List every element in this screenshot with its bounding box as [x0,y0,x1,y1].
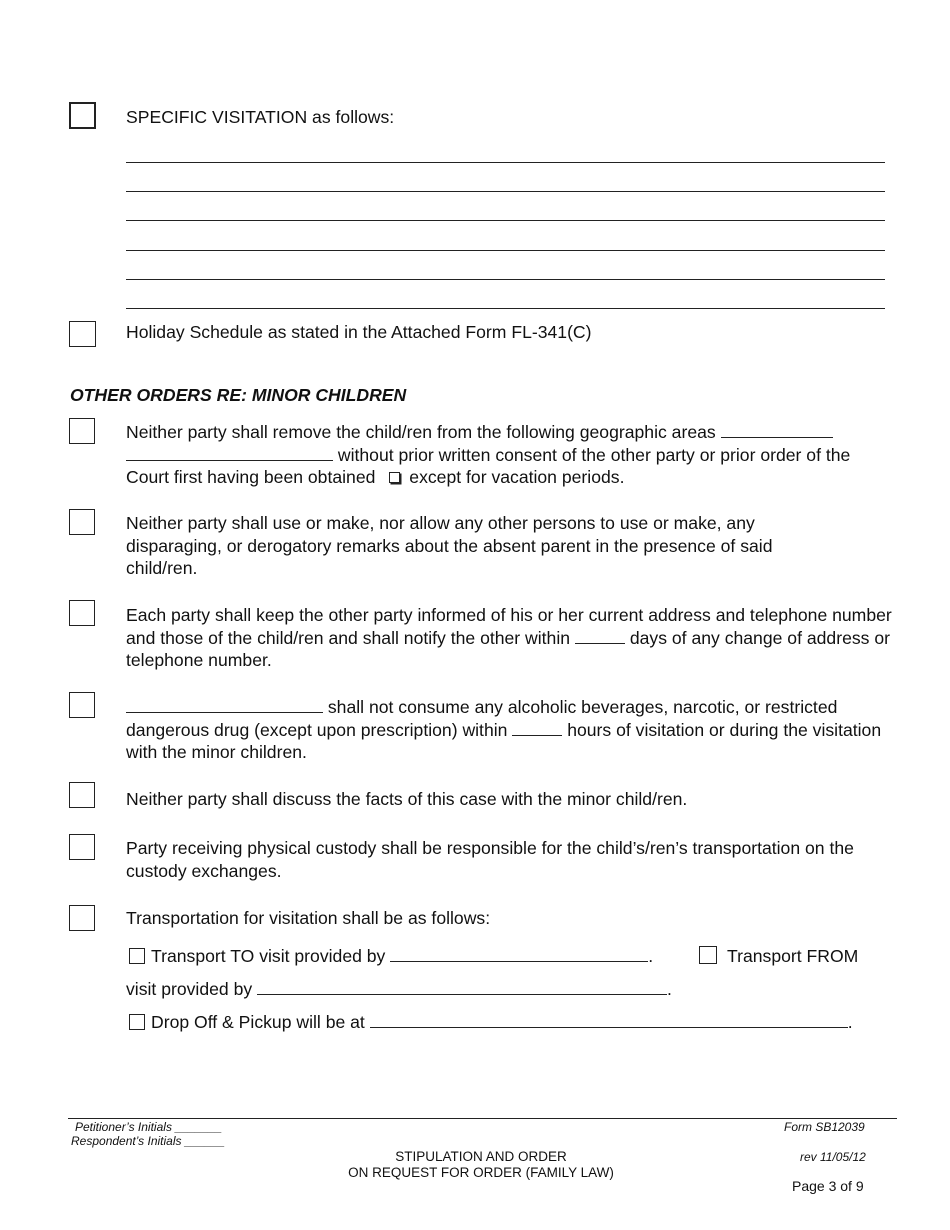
footer-title-line-1: STIPULATION AND ORDER [395,1149,567,1164]
visit-provided-label: visit provided by [126,979,258,999]
transport-to-checkbox[interactable] [129,948,145,964]
dropoff-checkbox[interactable] [129,1014,145,1030]
form-number: Form SB12039 [784,1120,865,1134]
dropoff-label: Drop Off & Pickup will be at [151,1012,370,1032]
discuss-order: Neither party shall discuss the facts of this case with the minor child/ren. [126,789,688,809]
transport-from-label: Transport FROM [727,946,859,966]
visitation-line-1[interactable] [126,162,885,163]
dropoff-row: Drop Off & Pickup will be at . [129,1011,853,1034]
transport-to-label: Transport TO visit provided by [151,946,391,966]
holiday-checkbox[interactable] [69,321,96,347]
disparaging-order: Neither party shall use or make, nor allow any other persons to use or make, any disparaging, or derogatory remarks about the absent parent in the presence of said child/ren. [126,513,773,578]
page-number: Page 3 of 9 [792,1178,864,1194]
transport-visit-checkbox[interactable] [69,905,95,931]
footer-divider [68,1118,897,1119]
dropoff-blank[interactable] [370,1013,848,1028]
visitation-line-5[interactable] [126,279,885,280]
geographic-text-1: Neither party shall remove the child/ren from the following geographic areas [126,422,721,442]
address-order [126,604,896,672]
vacation-checkbox[interactable] [389,472,400,483]
footer-title-line-2: ON REQUEST FOR ORDER (FAMILY LAW) [348,1165,614,1180]
specific-visitation-label: SPECIFIC VISITATION as follows: [126,107,395,127]
alcohol-text-2: hours of visitation or during the visitation with the minor children. [126,719,882,762]
transport-to-blank[interactable] [390,947,648,962]
visitation-line-2[interactable] [126,191,885,192]
form-revision: rev 11/05/12 [800,1150,866,1164]
visitation-line-6[interactable] [126,308,885,309]
holiday-label: Holiday Schedule as stated in the Attached Form FL-341(C) [126,322,592,342]
hours-blank[interactable] [512,721,562,736]
visitation-line-4[interactable] [126,250,885,251]
geographic-area-blank-2[interactable] [126,446,333,461]
alcohol-checkbox[interactable] [69,692,95,718]
petitioner-initials[interactable]: Petitioner’s Initials _______ [75,1120,222,1134]
party-name-blank[interactable] [126,698,323,713]
footer-title [330,1149,632,1181]
address-text-2: days of any change of address or telephone number. [126,627,890,670]
disparaging-checkbox[interactable] [69,509,95,535]
respondent-initials[interactable]: Respondent’s Initials ______ [71,1134,225,1148]
geographic-text-2: without prior written consent of the other party or prior order of the [333,444,851,465]
visitation-line-3[interactable] [126,220,885,221]
days-blank[interactable] [575,629,625,644]
transport-to-row: Transport TO visit provided by . [129,945,653,968]
geographic-order [126,421,896,489]
specific-visitation-checkbox[interactable] [69,102,96,129]
transport-visit-order: Transportation for visitation shall be as follows: [126,908,491,928]
geographic-checkbox[interactable] [69,418,95,444]
geographic-text-4: except for vacation periods. [409,467,625,487]
alcohol-text-1: shall not consume any alcoholic beverages, narcotic, or restricted dangerous drug (except upon prescription) within [126,697,838,740]
discuss-checkbox[interactable] [69,782,95,808]
geographic-text-3: Court first having been obtained [126,467,376,487]
transport-custody-order: Party receiving physical custody shall be responsible for the child’s/ren’s transportation on the custody exchanges. [126,838,854,881]
address-checkbox[interactable] [69,600,95,626]
transport-from-checkbox[interactable] [699,946,717,964]
transport-custody-checkbox[interactable] [69,834,95,860]
transport-from-row [699,945,858,968]
visit-provided-row: visit provided by . [126,979,672,999]
address-text-1: Each party shall keep the other party informed of his or her current address and telephone number and those of the child/ren and shall notify the other within [126,605,892,648]
section-title: OTHER ORDERS RE: MINOR CHILDREN [70,385,407,405]
alcohol-order [126,696,886,764]
geographic-area-blank-1[interactable] [721,423,833,438]
transport-from-blank[interactable] [257,980,667,995]
